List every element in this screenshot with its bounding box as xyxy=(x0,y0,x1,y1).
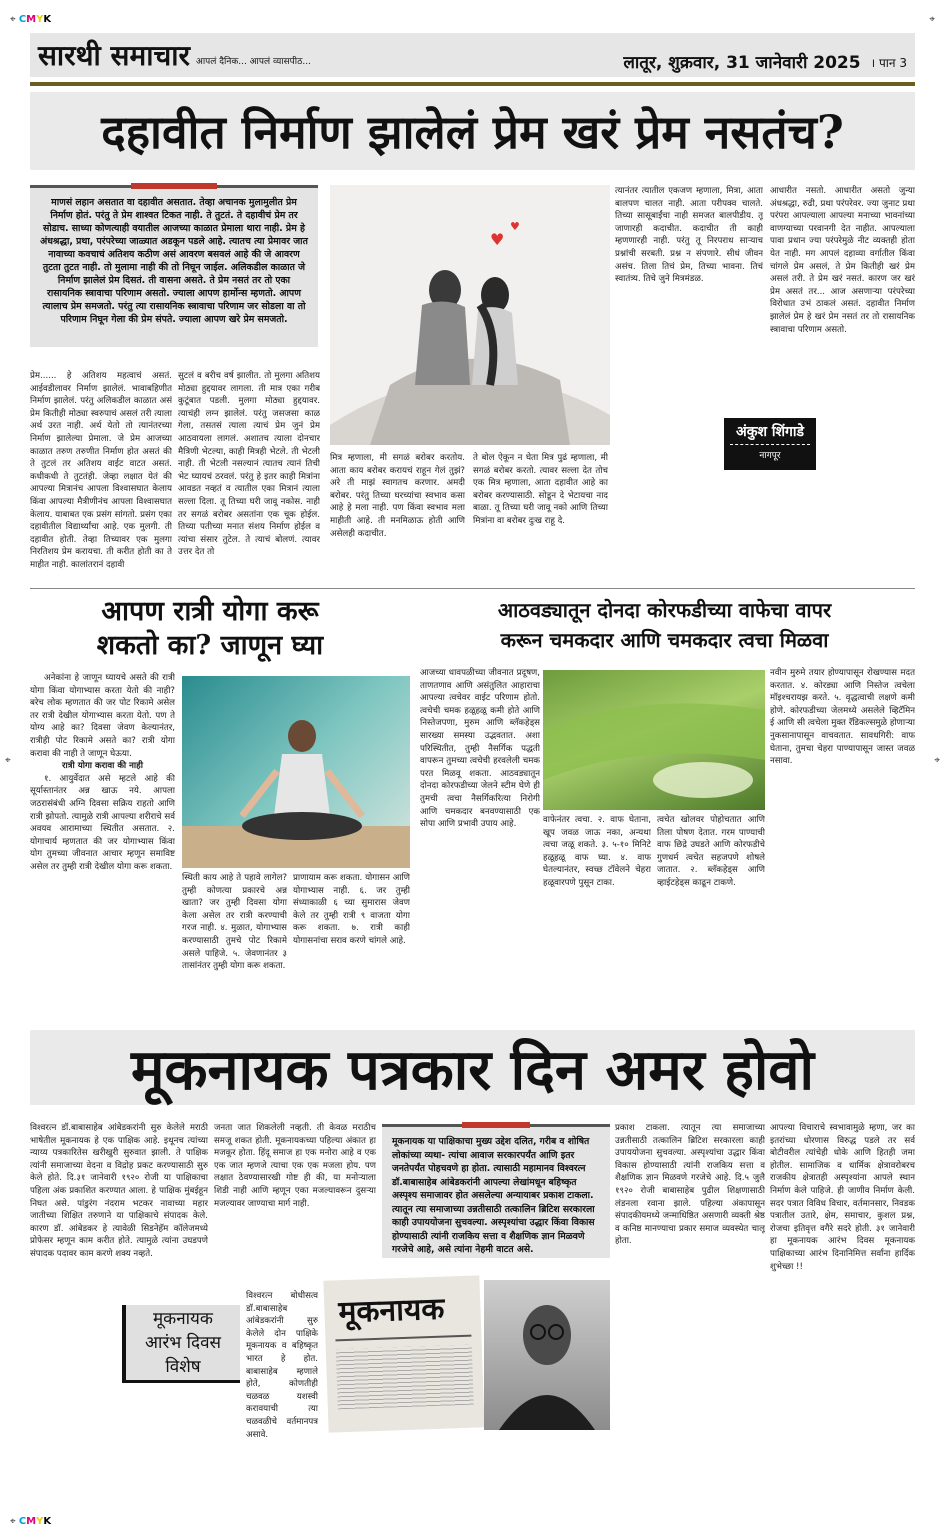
story1-lead-box: माणसं लहान असतात वा दहावीत असतात. तेव्हा अचानक मुलामुलीत प्रेम निर्माण होतं. परंतु ते प्रेम शाश्वत टिकत नाही. ते तुटतं. ते दहावीचं प्रेम तर सोडाच. साध्या कोणत्याही वयातील आजच्या काळात प्रेमाला थारा नाही. प्रेम हे अंधश्रद्धा, प्रथा, परंपरेच्या जाळ्यात अडकून पडले आहे. त्यातच त्या प्रेमावर जात नावाच्या कवचाचं अतिशय कठीण असं आवरण बसवलं आहे की जे आवरण तुटता तुटत नाही. तो मुलामा नाही की तो निघून जाईल. अलिकडील काळात जे निर्माण झालेलं प्रेम दिसतं. ती वासना असते. ते प्रेम नसतं तर तो एका रासायनिक स्त्रावाचा परिणाम असतो. ज्याला आपण हार्मोन्स म्हणतो. आपण त्यालाच प्रेम समजतो. परंतु त्या रासायनिक स्त्रावाचा परिणाम जर सोडला वा तो परिणाम निघून गेला की प्रेम संपते. ज्याला आपण खरे प्रेम समजतो. xyxy=(30,185,318,347)
special-box-line1: मूकनायक xyxy=(153,1309,213,1329)
story3-column-2: वाफेनंतर त्वचा. २. वाफ घेताना, खूप जवळ जाऊ नका, अन्यथा त्वचा जळू शकते. ३. ५-१० मिनिटे हळूहळू वाफ घ्या. ४. वाफ घेतल्यानंतर, स्वच्छ टॉवेलने चेहरा हळूवारपणे पुसून टाका. xyxy=(543,815,651,888)
newspaper-masthead-image-text: मूकनायक xyxy=(337,1291,445,1331)
story2-headline-line1: आपण रात्री योगा करू xyxy=(101,596,319,627)
svg-text:♥: ♥ xyxy=(490,230,505,249)
story1-column-1: प्रेम...... हे अतिशय महत्वाचं असतं. आईवडीलावर निर्माण झालेलं. भावाबहिणीत निर्माण झालेलं. परंतु अलिकडील काळात असं प्रेम कितीही मोठ्या स्वरुपाचं असलं तरी त्याला अर्थ उरत नाही. अर्थ येतो तो त्यानंतरच्या निर्माण झालेल्या प्रेमाला. जे प्रेम आजच्या काळात तरुण तरुणीत निर्माण होत असतं की ते तुटलं तर अतिशय वाईट वाटत असतं. कधीकधी ते तुटतंही. जेव्हा लक्षात येतं की आपल्या मित्रानंच आपला विश्वासघात केलाय किंवा आपल्या मैत्रीणीनंच आपला विश्वासघात केलाय. याबाबत एक प्रसंग सांगतो. प्रसंग एका दहावीतील विद्यार्थ्यांचा आहे. एक मुलगी. ती दहावीत होती. तेव्हा तिच्यावर एक मुलगा निरतिशय प्रेम करायचा. ती करीत होती का ते माहीत नाही. कालांतरानं दहावी xyxy=(30,371,172,570)
couple-illustration xyxy=(330,185,610,445)
ambedkar-portrait xyxy=(484,1280,610,1430)
svg-text:♥: ♥ xyxy=(510,220,520,233)
story3-column-4: नवीन मुरुमे तयार होण्यापासून रोखण्यास मदत करतात. ४. कोरड्या आणि निस्तेज त्वचेला मॉइश्चरायझ करते. ५. वृद्धत्वाची लक्षणे कमी होणे. कोरफडीच्या जेलमध्ये असलेले व्हिटॅमिन ई आणि सी त्वचेला मुक्त रॅडिकल्समुळे होणाऱ्या नुकसानापासून वाचवतात. सावधगिरी: वाफ घेताना, तुमचा चेहरा पाण्यापासून जास्त जवळ नसावा. xyxy=(770,668,915,767)
masthead xyxy=(30,33,915,77)
story1-column-2: सुटलं व बरीच वर्ष झालीत. तो मुलगा अतिशय मोठ्या हुद्दयावर लागला. ती मात्र एका गरीब कुटूंबात पडली. मुलगा मोठ्या हुद्दयावर. त्याचंही लग्न झालेलं. परंतु जसजसा काळ गेला, तसतसं त्याला त्याचं प्रेम जुनं प्रेम आठवायला लागलं. अशातच त्याला दोनचार मैत्रिणी भेटल्या, काही मित्रही भेटले. ती भेटली नाही. ती भेटली नसल्यानं त्यातच त्यानं तिची भेट घ्यायचं ठरवलं. परंतु हे इतर काही मित्रांना आवडत नव्हतं व त्यातील एका मित्रानं त्याला सल्ला दिला. तू तिच्या घरी जावू नकोस. नाही तर सगळं बरोबर असतांना एक चूक होईल. तिच्या पतीच्या मनात संशय निर्माण होईल व त्यांचा संसार तुटेल. ते त्याचं बोलणं. त्यावर उत्तर देत तो xyxy=(178,371,320,558)
story1-headline: दहावीत निर्माण झालेलं प्रेम खरं प्रेम नसतंच? xyxy=(30,92,915,170)
registration-mark-icon: ⌖ xyxy=(5,755,11,766)
mooknayak-newspaper-image xyxy=(323,1275,484,1432)
story4-column-2: जनता जात शिकलेली नव्हती. ती केवळ मराठीच समजू शकत होती. मूकनायकच्या पहिल्या अंकात हा मजकूर होता. हिंदू समाज हा एक मनोरा आहे व एक एक जात म्हणजे त्याचा एक एक मजला होय. पण लक्षात ठेवण्यासारखी गोष्ट ही की, या मनोऱ्याला शिडी नाही आणि म्हणून एका मजल्यावरून दुसऱ्या मजल्यावर जाण्याचा मार्ग नाही. xyxy=(214,1123,376,1209)
yoga-photo xyxy=(182,676,410,868)
special-box-line2: आरंभ दिवस xyxy=(144,1333,222,1353)
cmyk-registration-bottom: ⌖ CMYK xyxy=(10,1516,52,1527)
story3-column-1: आजच्या धावपळीच्या जीवनात प्रदूषण, ताणतणाव आणि असंतुलित आहाराचा आपल्या त्वचेवर वाईट परिणाम होतो. त्वचेची चमक हळूहळू कमी होते आणि निस्तेजपणा, मुरुम आणि ब्लॅकहेड्स सारख्या समस्या उद्भवतात. अशा परिस्थितीत, तुम्ही नैसर्गिक पद्धती वापरून तुमच्या त्वचेची हरवलेली चमक परत मिळवू शकता. आठवड्यातून दोनदा कोरफडीच्या जेलने स्टीम घेणे ही तुमची त्वचा नैसर्गिकरित्या निरोगी आणि चमकदार बनवण्यासाठी एक सोपा आणि प्रभावी उपाय आहे. xyxy=(420,668,540,830)
story4-column-3: प्रकाश टाकला. त्यातून त्या समाजाच्या उन्नतीसाठी तत्कालिन ब्रिटिश सरकारला काही उपाययोजना सुचवल्या. अस्पृश्यांचा उद्धार किंवा विकास होण्यासाठी त्यांनी राजकिय सत्ता व शैक्षणिक ज्ञान मिळवणे गरजेचे आहे. दि.५ जुलै १९२० रोजी बाबासाहेब पुढील शिक्षणासाठी लंडनला रवाना झाले. पहिल्या अंकापासून संपादकीयमध्ये जन्माधिष्ठित असणारी व्यक्ती श्रेष्ठ व कनिष्ठ मानण्याचा प्रकार समाज व्यवस्थेत चालू होता. xyxy=(615,1123,765,1247)
author-byline xyxy=(724,418,816,470)
cmyk-registration-top: ⌖ CMYK xyxy=(10,14,52,25)
story4-column-3b xyxy=(382,1435,610,1510)
story3-headline xyxy=(412,595,917,655)
story1-column-6 xyxy=(770,185,915,582)
story2-column-2: स्थिती काय आहे ते पहावे लागेल? तुम्ही कोणत्या प्रकारचे अन्न खाता? जर तुम्ही दिवसा योगा केला असेल तर रात्री करण्याची गरज नाही. ४. मुळात, योगाभ्यास करण्यासाठी तुमचे पोट रिकामे असले पाहिजे. ५. जेवणानंतर ३ तासांनंतर तुम्ही योगा करू शकता. xyxy=(182,873,287,972)
page-number: । पान 3 xyxy=(870,56,907,70)
story4-column-2b: विश्वरत्न बोधीसत्व डॉ.बाबासाहेब आंबेडकरांनी सुरु केलेले दोन पाक्षिके मूकनायक व बहिष्कृत भारत हे होत. बाबासाहेब म्हणाले होते, कोणतीही चळवळ यशस्वी करावयाची त्या चळवळीचे वर्तमानपत्र असावे. xyxy=(246,1291,318,1440)
story4-lead-box: मूकनायक या पाक्षिकाचा मुख्य उद्देश दलित, गरीब व शोषित लोकांच्या व्यथा- त्यांचा आवाज सरकारपर्यंत आणि इतर जनतेपर्यंत पोहचवणे हा होता. त्यासाठी महामानव विश्वरत्न डॉ.बाबासाहेब आंबेडकरांनी आपल्या लेखांमधून बहिष्कृत अस्पृश्य समाजावर होत असलेल्या अन्यायाबर प्रकाश टाकला. त्यातून त्या समाजाच्या उन्नतीसाठी तत्कालिन ब्रिटिश सरकारला काही उपाययोजना सुचवल्या. अस्पृश्यांचा उद्धार किंवा विकास होण्यासाठी त्यांनी राजकिय सत्ता व शैक्षणिक ज्ञान मिळवणे गरजेचे आहे, असे त्यांना नेहमी वाटत असे. xyxy=(382,1124,610,1258)
edition-date: लातूर, शुक्रवार, 31 जानेवारी 2025 xyxy=(623,53,861,73)
story2-intro: अनेकांना हे जाणून घ्यायचे असते की रात्री योगा किंवा योगाभ्यास करता येतो की नाही? बरेच लोक म्हणतात की जर पोट रिकामे असेल तर रात्री देखील योगाभ्यास करता येतो. पण ते योग्य आहे का? दिवसा जेवण केल्यानंतर, रात्रीही पोट रिकामे असते का? रात्री योगा करावा की नाही ते जाणून घेऊया. xyxy=(30,673,175,759)
story1-column-5 xyxy=(615,185,763,582)
story1-column-4: ते बोल ऐकून न घेता मित्र पुढं म्हणाला, मी सगळं बरोबर करतो. त्यावर सल्ला देत तोच एक मित्र म्हणाला, आता दहावीत आहे का बरोबर करण्यासाठी. सोडून दे भेटायचा नाद बाळा. तू तिच्या घरी जावू नको आणि तिच्या मित्रांना वा बरोबर दुःख राहू दे. xyxy=(473,453,608,526)
registration-mark-icon: ⌖ xyxy=(929,14,935,25)
story2-headline-line2: शकतो का? जाणून घ्या xyxy=(96,629,324,661)
story4-column-1: विश्वरत्न डॉ.बाबासाहेब आंबेडकरांनी सुरु केलेले मराठी भाषेतील मूकनायक हे एक पाक्षिक आहे. इथूनच त्यांच्या न्याय्य पत्रकारितेस खरीखुरी सुरुवात झाली. ते पाक्षिक त्यांनी समाजाच्या वेदना व विद्रोह प्रकट करण्यासाठी सुरु केले होते. दि.३१ जानेवारी १९२० रोजी या पाक्षिकाचा पहिला अंक प्रकाशित करण्यात आला. हे पाक्षिक मुंबईहून निघत असे. पांडुरंग नंदराम भटकर नावाच्या महार जातीच्या शिक्षित तरुणाने या पाक्षिकाचे संपादक केले. कारण डॉ. आंबेडकर हे त्यावेळी सिडनेहॅम कॉलेजमध्ये प्रोफेसर म्हणून काम करीत होते. त्यामुळे त्यांना उघडपणे संपादक पदावर काम करणे शक्य नव्हते. xyxy=(30,1123,208,1259)
story2-subheading: रात्री योगा करावा की नाही xyxy=(62,761,143,772)
mooknayak-special-box xyxy=(122,1305,240,1383)
story2-headline xyxy=(35,595,385,663)
story4-column-4: आपल्या विचाराचे स्वभावामुळे म्हणा, जर का इतरांच्या धोरणास विरुद्ध पडले तर सर्व बोटीवरील त्यांचेही धोके आणि हितही जमा होतील. सामाजिक व धार्मिक क्षेत्रावरोबरच राजकीय क्षेत्रातही अस्पृश्यांना आपले स्थान निर्माण केले पाहिजे. ही जाणीव निर्माण केली. सदर पत्रात विविध विचार, वर्तमानसार, निवडक पत्रातील उतारे, क्षेम, समाचार, कुशल प्रश्न, रोजचा इतिवृत्त वगैरे सदरे होती. ३१ जानेवारी हा मूकनायक आरंभ दिवस मूकनायक पाक्षिकाच्या आरंभ दिनानिमित्त सर्वांना हार्दिक शुभेच्छा !! xyxy=(770,1123,915,1272)
newspaper-title: सारथी समाचार xyxy=(38,39,190,72)
story1-column-6-text: आधारीत नसतो. आधारीत असतो जुन्या अंधश्रद्धा, रुढी, प्रथा परंपरेवर. ज्या जुनाट प्रथा परंपरा आपल्याला आपल्या मनाच्या भावनांच्या वाणग्याच्या परवानगी देत नाहीत. आपल्याला पावा प्रधान ज्या परंपरेमुळे नीट व्यक्तही होता येत नाही. मग आपलं दहाव्या वर्गातील किंवा चांगले प्रेम असलं, ते प्रेम कितीही खरं प्रेम असलं तरी. ते प्रेम खरं नसतं. कारण जर खरं प्रेम असतं तर... आज असणाऱ्या परंपरेच्या विरोधात उभं ठाकलं असतं. दहावीत निर्माण झालेलं प्रेम हे खरं प्रेम नसतं तर तो रासायनिक स्त्रावाचा परिणाम असतो. xyxy=(770,186,915,335)
story1-column-5-text: त्यानंतर त्यातील एकजण म्हणाला, मित्रा, आता बालपण चालत नाही. आता परीपक्व चालते. तिच्या सासूबाईंचा नाही समजत बालपीडीय. तू जाणारही कदाचीत. कदाचीत ती काही म्हणणारही नाही. परंतु तू निरपराध साऱ्याच प्रश्नांची सरबती. प्रश्न न संपणारे. सीधं जीवन असंच. तिला तिचं प्रेम, तिच्या भावना. तिचं स्वातंत्र्य. तिचे जुने मित्रमंडळ. xyxy=(615,186,763,285)
special-box-line3: विशेष xyxy=(165,1357,201,1377)
story3-column-3: त्वचेत खोलवर पोहोचतात आणि तिला पोषण देतात. गरम पाण्याची वाफ छिद्रे उघडते आणि कोरफडीचे गुणधर्म त्वचेत सहजपणे शोषले जातात. २. ब्लॅकहेड्स आणि व्हाईटहेड्स काढून टाकणे. xyxy=(657,815,765,888)
story2-column-3: प्राणायाम करू शकता. योगासन आणि योगाभ्यास नाही. ६. जर तुम्ही संध्याकाळी ६ च्या सुमारास जेवण केले तर तुम्ही रात्री ९ वाजता योगा करू शकता. ७. रात्री काही योगासनांचा सराव करणे चांगले आहे. xyxy=(293,873,410,946)
tagline: आपलं दैनिक... आपलं व्यासपीठ... xyxy=(195,57,311,67)
author-place: नागपूर xyxy=(730,444,810,461)
story3-headline-line2: करून चमकदार आणि चमकदार त्वचा मिळवा xyxy=(500,628,829,652)
story4-column-1b xyxy=(30,1305,118,1510)
author-name: अंकुश शिंगाडे xyxy=(736,424,804,440)
masthead-rule xyxy=(30,82,915,86)
story2-column-1 xyxy=(30,672,175,1010)
registration-mark-icon: ⌖ xyxy=(934,755,940,766)
story2-points: १. आयुर्वेदात असे म्हटले आहे की सूर्यास्तानंतर अन्न खाऊ नये. आपला जठरासंबंधी अग्नि दिवसा सक्रिय राहतो आणि रात्री झोपतो. त्यामुळे रात्री आपल्या शरीराचे सर्व अवयव आरामाच्या स्थितीत असतात. २. योगाचार्य म्हणतात की जर योगाभ्यास किंवा योग तुमच्या जीवनात आचार म्हणून समाविष्ट असेल तर तुम्ही रात्री देखील योगा करू शकता. xyxy=(30,773,175,872)
story4-headline: मूकनायक पत्रकार दिन अमर होवो xyxy=(30,1030,915,1105)
story1-column-3: मित्र म्हणाला, मी सगळं बरोबर करतोय. आता काय बरोबर करायचं राहून गेलं तुझं? अरे ती माझं स्वागतच करणार. अमदी बरोबर. परंतु तिच्या घरच्यांचा स्वभाव कसा आहे हे मला नाही. पण किंवा स्वभाव मला माहीती आहे. ती मनमिळाऊ होती आणि असेलही कदाचीत. xyxy=(330,453,465,539)
section-divider xyxy=(30,588,915,589)
aloe-vera-photo xyxy=(543,670,765,810)
story3-headline-line1: आठवड्यातून दोनदा कोरफडीच्या वाफेचा वापर xyxy=(497,598,832,622)
